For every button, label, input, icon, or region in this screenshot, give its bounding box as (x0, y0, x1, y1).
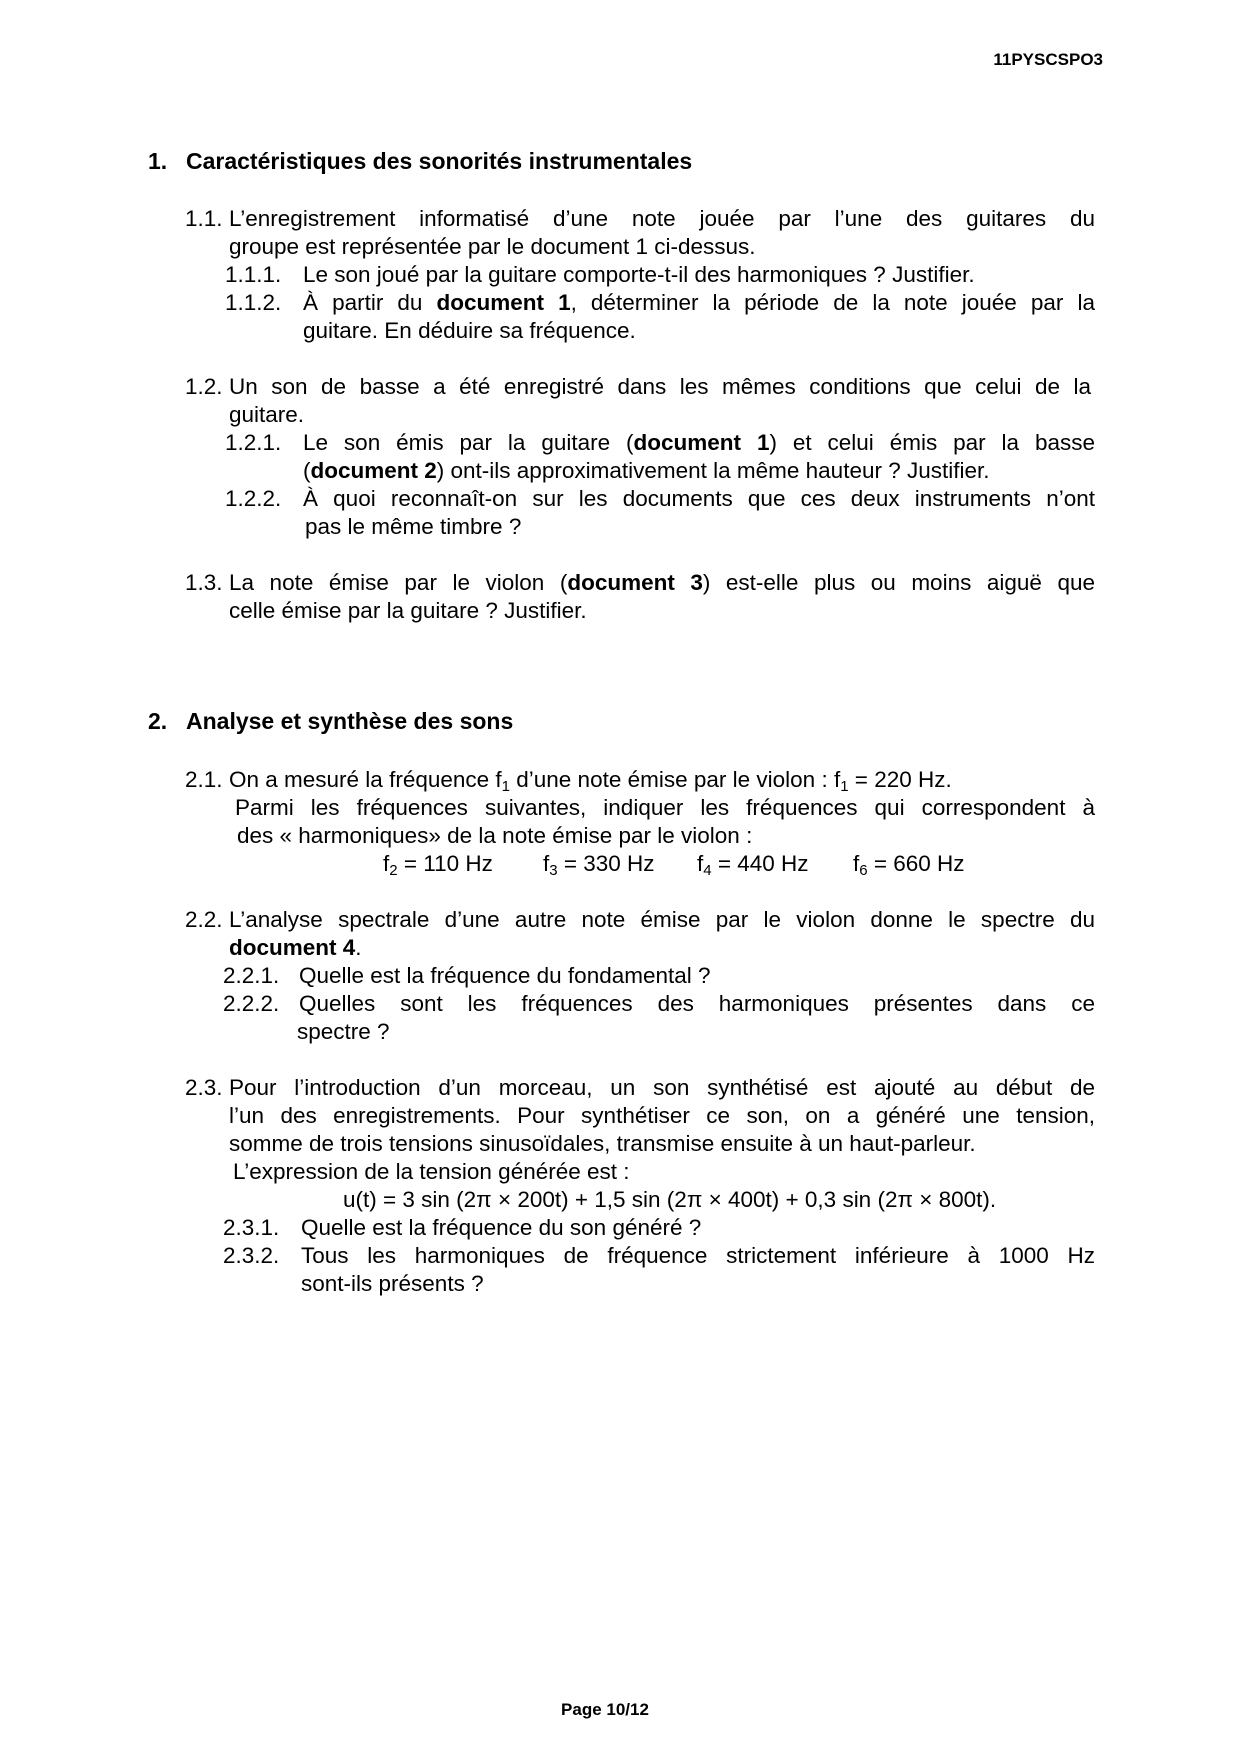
question-1-2-1-number: 1.2.1. (225, 430, 282, 455)
section-1-number: 1. (148, 148, 168, 174)
question-1-1-1-text: Le son joué par la guitare comporte-t-il des harmoniques ? Justifier. (303, 262, 975, 287)
question-2-3-line-2: l’un des enregistrements. Pour synthétiser ce son, on a généré une tension, (229, 1103, 1095, 1128)
question-1-2-2-line-1: À quoi reconnaît-on sur les documents que ces deux instruments n’ont (303, 486, 1095, 511)
question-2-2-2-line-1: Quelles sont les fréquences des harmoniques présentes dans ce (299, 991, 1095, 1016)
question-1-3-number: 1.3. (185, 570, 223, 595)
question-2-3-2-line-1: Tous les harmoniques de fréquence strictement inférieure à 1000 Hz (301, 1243, 1095, 1268)
document-code: 11PYSCSPO3 (993, 50, 1103, 69)
question-1-3-line-2: celle émise par la guitare ? Justifier. (229, 598, 587, 623)
question-2-2-line-1: L’analyse spectrale d’une autre note émise par le violon donne le spectre du (229, 907, 1095, 932)
question-1-2-2-line-2: pas le même timbre ? (305, 514, 522, 539)
question-1-2-2-number: 1.2.2. (225, 486, 282, 511)
question-1-1-2-line-2: guitare. En déduire sa fréquence. (303, 318, 636, 343)
tension-formula: u(t) = 3 sin (2π × 200t) + 1,5 sin (2π × 400t) + 0,3 sin (2π × 800t). (343, 1187, 997, 1212)
question-1-2-1-line-1: Le son émis par la guitare (document 1) et celui émis par la basse (303, 430, 1095, 455)
question-1-2-line-2: guitare. (229, 402, 305, 427)
question-2-2-number: 2.2. (185, 907, 223, 932)
question-2-1-number: 2.1. (185, 767, 223, 792)
question-2-3-1-text: Quelle est la fréquence du son généré ? (301, 1215, 702, 1240)
question-1-2-1-line-2: (document 2) ont-ils approximativement la même hauteur ? Justifier. (303, 458, 990, 483)
question-1-2-number: 1.2. (185, 374, 223, 399)
question-1-1-line-2: groupe est représentée par le document 1 ci-dessus. (229, 234, 756, 259)
question-2-3-line-1: Pour l’introduction d’un morceau, un son synthétisé est ajouté au début de (229, 1075, 1095, 1100)
section-2-title: Analyse et synthèse des sons (186, 708, 514, 734)
question-2-3-number: 2.3. (185, 1075, 223, 1100)
frequency-f4: $f_4 = 440$ Hz (697, 851, 809, 879)
question-2-3-line-4: L’expression de la tension générée est : (233, 1159, 630, 1184)
frequency-f6: $f_6 = 660$ Hz (853, 851, 965, 879)
question-1-1-1-number: 1.1.1. (225, 262, 282, 287)
question-2-1-line-2: Parmi les fréquences suivantes, indiquer les fréquences qui correspondent à (235, 795, 1095, 820)
question-2-3-2-number: 2.3.2. (223, 1243, 280, 1268)
question-2-3-2-line-2: sont-ils présents ? (301, 1271, 484, 1296)
question-1-1-2-line-1: À partir du document 1, déterminer la période de la note jouée par la (303, 290, 1095, 315)
question-1-3-line-1: La note émise par le violon (document 3) est-elle plus ou moins aiguë que (229, 570, 1095, 595)
frequency-f2: $f_2 = 110$ Hz (383, 851, 493, 879)
question-2-2-2-number: 2.2.2. (223, 991, 280, 1016)
question-2-1-line-1: On a mesuré la fréquence $f_1$ d’une note émise par le violon : $f_1 = 220$ Hz. (229, 767, 952, 795)
question-2-2-1-text: Quelle est la fréquence du fondamental ? (299, 963, 711, 988)
question-2-2-2-line-2: spectre ? (297, 1019, 390, 1044)
question-1-1-line-1: L’enregistrement informatisé d’une note jouée par l’une des guitares du (229, 206, 1095, 231)
question-2-3-1-number: 2.3.1. (223, 1215, 280, 1240)
question-2-3-line-3: somme de trois tensions sinusoïdales, transmise ensuite à un haut-parleur. (229, 1131, 976, 1156)
section-1-title: Caractéristiques des sonorités instrumentales (186, 148, 693, 174)
question-2-2-1-number: 2.2.1. (223, 963, 280, 988)
page-number: Page 10/12 (561, 1700, 649, 1719)
question-1-1-2-number: 1.1.2. (225, 290, 282, 315)
question-1-1-number: 1.1. (185, 206, 223, 231)
frequency-f3: $f_3 = 330$ Hz (543, 851, 655, 879)
section-2-number: 2. (148, 708, 168, 734)
question-1-2-line-1: Un son de basse a été enregistré dans les mêmes conditions que celui de la (229, 374, 1091, 399)
question-2-1-line-3: des « harmoniques» de la note émise par le violon : (237, 823, 753, 848)
question-2-2-line-2: document 4. (229, 935, 362, 960)
